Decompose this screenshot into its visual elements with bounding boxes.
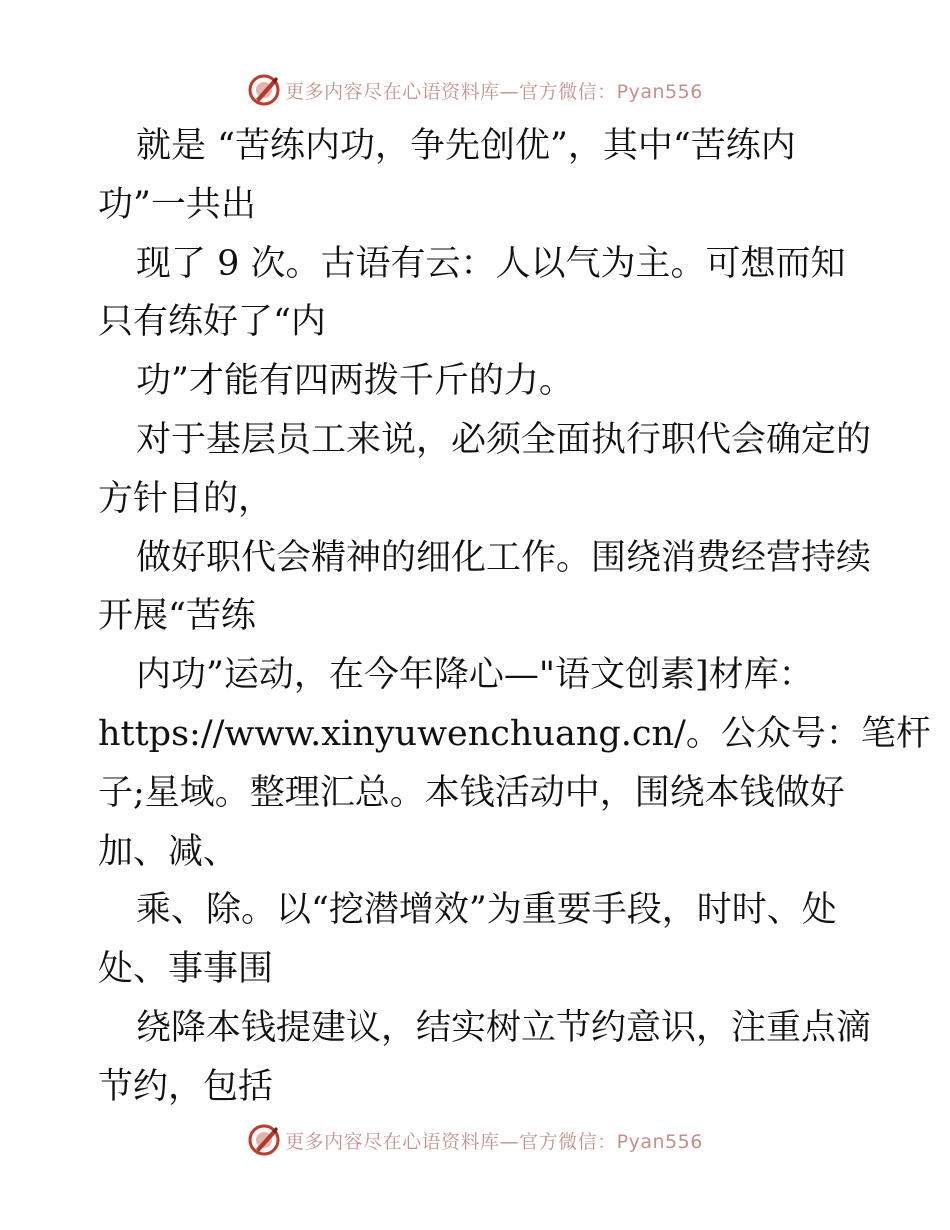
text-line: 内功”运动，在今年降心—"语文创素]材库： — [136, 655, 814, 696]
text-line: 乘、除。以“挖潜增效”为重要手段，时时、处 — [136, 890, 837, 931]
red-circle-pen-logo-icon — [247, 73, 281, 107]
banner-text: 更多内容尽在心语资料库—官方微信：Pyan556 — [285, 80, 703, 103]
text-line: 现了 9 次。古语有云：人以气为主。可想而知 — [136, 243, 846, 284]
text-line: 方针目的， — [98, 478, 274, 519]
body-text — [98, 117, 931, 1117]
header-banner — [0, 70, 950, 110]
text-line: 只有练好了“内 — [98, 302, 326, 343]
text-line: 子;星域。整理汇总。本钱活动中，围绕本钱做好 — [98, 772, 845, 813]
text-line: 节约，包括 — [98, 1066, 274, 1107]
text-line: 绕降本钱提建议，结实树立节约意识，注重点滴 — [136, 1007, 872, 1048]
text-line: 做好职代会精神的细化工作。围绕消费经营持续 — [136, 537, 872, 578]
text-line: 开展“苦练 — [98, 596, 256, 637]
text-line: https://www.xinyuwenchuang.cn/。公众号：笔杆 — [98, 713, 931, 754]
text-line: 处、事事围 — [98, 949, 274, 990]
red-circle-pen-logo-icon — [247, 1123, 281, 1157]
text-line: 功”才能有四两拨千斤的力。 — [136, 361, 574, 402]
banner-text: 更多内容尽在心语资料库—官方微信：Pyan556 — [285, 1130, 703, 1153]
text-line: 对于基层员工来说，必须全面执行职代会确定的 — [136, 419, 872, 460]
text-line: 功”一共出 — [98, 184, 256, 225]
footer-banner — [0, 1120, 950, 1160]
text-line: 就是 “苦练内功，争先创优”，其中“苦练内 — [136, 126, 796, 166]
text-line: 加、减、 — [98, 831, 239, 872]
